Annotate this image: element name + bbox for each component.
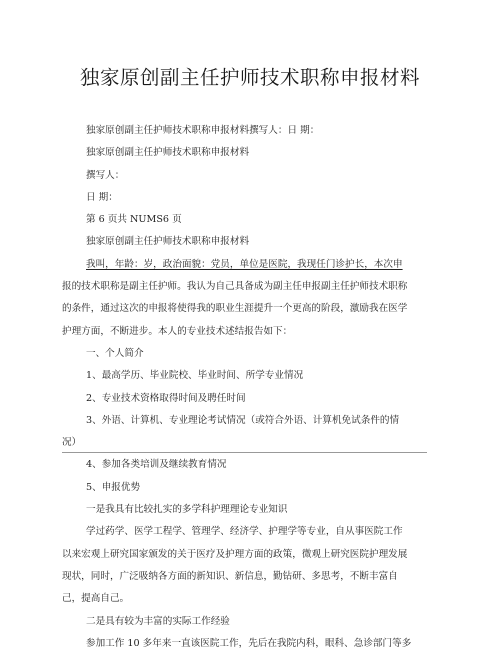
body-line: 现状，同时，广泛吸纳各方面的新知识、新信息，勤钻研、多思考，不断丰富自 — [62, 570, 398, 582]
body-line: 独家原创副主任护师技术职称申报材料撰写人：日 期： — [86, 125, 320, 136]
body-line: 己，提高自己。 — [62, 593, 130, 605]
body-line: 二是具有较为丰富的实际工作经验 — [86, 615, 230, 627]
body-line: 以来宏观上研究国家颁发的关于医疗及护理方面的政策，微观上研究医院护理发展 — [62, 548, 408, 560]
section-divider — [62, 452, 427, 453]
body-line: 学过药学、医学工程学、管理学、经济学、护理学等专业，自从事医院工作 — [86, 526, 403, 538]
body-line: 我叫，年龄：岁，政治面貌：党员，单位是医院，我现任门诊护长，本次申 — [86, 258, 403, 270]
body-line: 2、专业技术资格取得时间及聘任时间 — [86, 392, 246, 404]
document-body — [62, 120, 442, 655]
body-line: 3、外语、计算机、专业理论考试情况（或符合外语、计算机免试条件的情 — [86, 414, 400, 426]
document-title: 独家原创副主任护师技术职称申报材料 — [79, 66, 420, 89]
body-line: 的条件，通过这次的申报将使得我的职业生涯提升一个更高的阶段，激励我在医学 — [62, 303, 408, 315]
body-line: 参加工作 10 多年来一直该医院工作，先后在我院内科，眼科、急诊部门等多 — [86, 637, 412, 649]
body-line: 第 6 页共 NUMS6 页 — [86, 214, 182, 226]
body-line: 独家原创副主任护师技术职称申报材料 — [86, 236, 250, 248]
body-line: 护理方面，不断进步。本人的专业技术述结报告如下： — [62, 325, 293, 337]
body-line: 报的技术职称是副主任护师。我认为自己具备成为副主任申报副主任护师技术职称 — [62, 281, 408, 293]
body-line: 撰写人： — [86, 169, 125, 181]
body-line: 独家原创副主任护师技术职称申报材料 — [86, 147, 250, 159]
body-line: 5、申报优势 — [86, 481, 141, 493]
body-line: 日 期： — [86, 191, 118, 203]
body-line: 1、最高学历、毕业院校、毕业时间、所学专业情况 — [86, 370, 304, 382]
body-line: 况） — [62, 437, 82, 449]
body-line: 一、个人简介 — [86, 347, 144, 359]
body-line: 一是我具有比较扎实的多学科护理理论专业知识 — [86, 504, 288, 516]
body-line: 4、参加各类培训及继续教育情况 — [86, 459, 227, 471]
